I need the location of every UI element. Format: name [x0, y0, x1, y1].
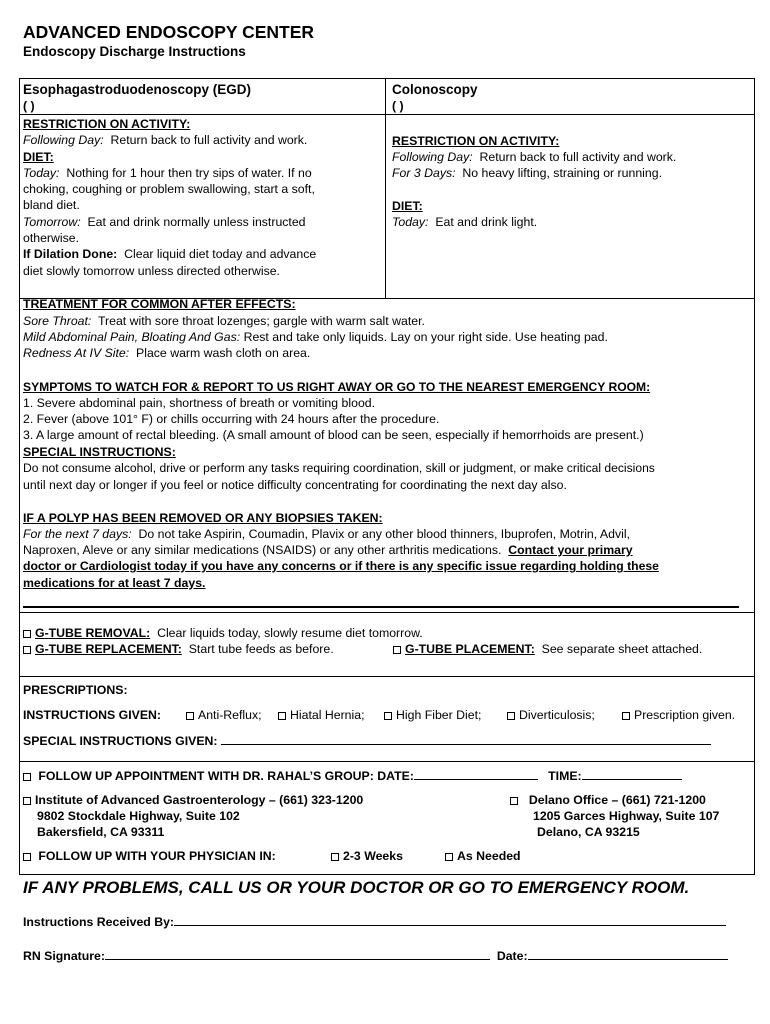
egd-tomorrow-cont: otherwise.: [23, 231, 80, 245]
signature-date-field[interactable]: [528, 948, 728, 960]
treatment-redness: Redness At IV Site: Place warm wash cloth on area.: [23, 346, 311, 360]
option-2-3-weeks[interactable]: 2-3 Weeks: [331, 849, 403, 864]
divider-line: [20, 676, 754, 677]
instructions-frame: [19, 78, 755, 875]
egd-tomorrow: Tomorrow: Eat and drink normally unless instructed: [23, 215, 306, 229]
divider-line: [20, 114, 754, 115]
egd-today-cont: choking, coughing or problem swallowing, start a soft,: [23, 182, 315, 196]
gtube-removal-checkbox[interactable]: [23, 630, 31, 638]
divider-line: [20, 761, 754, 762]
option-prescription-given[interactable]: Prescription given.: [622, 708, 735, 723]
colonoscopy-diet-heading: DIET:: [392, 199, 423, 213]
symptoms-heading: SYMPTOMS TO WATCH FOR & REPORT TO US RIGHT AWAY OR GO TO THE NEAREST EMERGENCY ROOM:: [23, 380, 651, 394]
institute-address: 9802 Stockdale Highway, Suite 102: [37, 809, 240, 823]
egd-checkbox[interactable]: ( ): [23, 99, 35, 113]
gtube-placement: G-TUBE PLACEMENT: See separate sheet attached.: [393, 642, 702, 657]
colonoscopy-restriction-heading: RESTRICTION ON ACTIVITY:: [392, 134, 560, 148]
egd-today: Today: Nothing for 1 hour then try sips of water. If no: [23, 166, 312, 180]
symptom-item: 1. Severe abdominal pain, shortness of breath or vomiting blood.: [23, 396, 376, 410]
egd-following-day: Following Day: Return back to full activity and work.: [23, 133, 308, 147]
egd-diet-heading: DIET:: [23, 150, 54, 164]
option-anti-reflux[interactable]: Anti-Reflux;: [186, 708, 262, 723]
polyp-heading: IF A POLYP HAS BEEN REMOVED OR ANY BIOPSIES TAKEN:: [23, 511, 383, 525]
instructions-received-by: Instructions Received By:: [23, 914, 726, 930]
gtube-replacement-checkbox[interactable]: [23, 646, 31, 654]
option-diverticulosis[interactable]: Diverticulosis;: [507, 708, 595, 723]
followup-appointment-checkbox[interactable]: [23, 773, 31, 781]
special-instructions-given: SPECIAL INSTRUCTIONS GIVEN:: [23, 733, 711, 749]
divider-line: [20, 612, 754, 613]
special-instructions-heading: SPECIAL INSTRUCTIONS:: [23, 445, 176, 459]
egd-restriction-heading: RESTRICTION ON ACTIVITY:: [23, 117, 191, 131]
document-subtitle: Endoscopy Discharge Instructions: [23, 44, 246, 59]
colonoscopy-today: Today: Eat and drink light.: [392, 215, 538, 229]
checkbox[interactable]: [384, 712, 392, 720]
followup-time-field[interactable]: [582, 768, 682, 780]
treatment-sore-throat: Sore Throat: Treat with sore throat lozenges; gargle with warm salt water.: [23, 314, 425, 328]
checkbox[interactable]: [507, 712, 515, 720]
colonoscopy-checkbox[interactable]: ( ): [392, 99, 404, 113]
colonoscopy-three-days: For 3 Days: No heavy lifting, straining or running.: [392, 166, 662, 180]
polyp-medications: Naproxen, Aleve or any similar medications (NSAIDS) or any other arthritis medications. Contact your primary: [23, 543, 633, 557]
option-hiatal-hernia[interactable]: Hiatal Hernia;: [278, 708, 365, 723]
treatment-heading: TREATMENT FOR COMMON AFTER EFFECTS:: [23, 297, 296, 311]
gtube-placement-checkbox[interactable]: [393, 646, 401, 654]
followup-physician: FOLLOW UP WITH YOUR PHYSICIAN IN:: [23, 849, 276, 864]
colonoscopy-following-day: Following Day: Return back to full activity and work.: [392, 150, 677, 164]
received-by-field[interactable]: [174, 914, 726, 926]
followup-physician-checkbox[interactable]: [23, 853, 31, 861]
special-instructions-text: until next day or longer if you feel or notice difficulty concentrating for coordinating the next day also.: [23, 478, 567, 492]
delano-city: Delano, CA 93215: [537, 825, 640, 839]
checkbox[interactable]: [331, 853, 339, 861]
delano-address: 1205 Garces Highway, Suite 107: [533, 809, 720, 823]
special-instructions-text: Do not consume alcohol, drive or perform any tasks requiring coordination, skill or judgment, or make critical decisions: [23, 461, 655, 475]
colonoscopy-heading: Colonoscopy: [392, 82, 478, 97]
option-as-needed[interactable]: As Needed: [445, 849, 521, 864]
symptom-item: 3. A large amount of rectal bleeding. (A small amount of blood can be seen, especially if hemorrhoids are present.): [23, 428, 644, 442]
checkbox[interactable]: [445, 853, 453, 861]
gtube-replacement: G-TUBE REPLACEMENT: Start tube feeds as before.: [23, 642, 334, 657]
checkbox[interactable]: [278, 712, 286, 720]
gtube-removal: G-TUBE REMOVAL: Clear liquids today, slowly resume diet tomorrow.: [23, 626, 423, 641]
special-instructions-field[interactable]: [221, 733, 711, 745]
institute-checkbox[interactable]: [23, 797, 31, 805]
instructions-given-label: INSTRUCTIONS GIVEN:: [23, 708, 162, 722]
checkbox[interactable]: [622, 712, 630, 720]
followup-date-field[interactable]: [414, 768, 538, 780]
polyp-contact-doctor-cont: medications for at least 7 days.: [23, 576, 206, 590]
treatment-abdominal: Mild Abdominal Pain, Bloating And Gas: Rest and take only liquids. Lay on your right side. Use heating pad.: [23, 330, 608, 344]
egd-dilation-cont: diet slowly tomorrow unless directed otherwise.: [23, 264, 280, 278]
problems-banner: IF ANY PROBLEMS, CALL US OR YOUR DOCTOR OR GO TO EMERGENCY ROOM.: [23, 878, 690, 897]
polyp-next-7-days: For the next 7 days: Do not take Aspirin, Coumadin, Plavix or any other blood thinners, Ibuprofen, Motrin, Advil,: [23, 527, 630, 541]
prescriptions-label: PRESCRIPTIONS:: [23, 683, 128, 697]
egd-today-cont: bland diet.: [23, 198, 80, 212]
delano-office: Delano Office – (661) 721-1200: [510, 793, 706, 808]
separator-rule: [23, 606, 739, 608]
institute-name: Institute of Advanced Gastroenterology – (661) 323-1200: [23, 793, 363, 808]
followup-appointment: FOLLOW UP APPOINTMENT WITH DR. RAHAL’S GROUP: DATE: TIME:: [23, 768, 682, 784]
center-title: ADVANCED ENDOSCOPY CENTER: [23, 22, 315, 42]
egd-dilation: If Dilation Done: Clear liquid diet today and advance: [23, 247, 317, 261]
egd-heading: Esophagastroduodenoscopy (EGD): [23, 82, 252, 97]
delano-checkbox[interactable]: [510, 797, 518, 805]
institute-city: Bakersfield, CA 93311: [37, 825, 165, 839]
polyp-contact-doctor: doctor or Cardiologist today if you have any concerns or if there is any specific issue regarding holding these: [23, 559, 659, 573]
option-high-fiber-diet[interactable]: High Fiber Diet;: [384, 708, 481, 723]
column-divider: [385, 79, 386, 299]
checkbox[interactable]: [186, 712, 194, 720]
rn-signature-field[interactable]: [105, 948, 490, 960]
rn-signature: RN Signature: Date:: [23, 948, 728, 964]
symptom-item: 2. Fever (above 101° F) or chills occurring with 24 hours after the procedure.: [23, 412, 440, 426]
